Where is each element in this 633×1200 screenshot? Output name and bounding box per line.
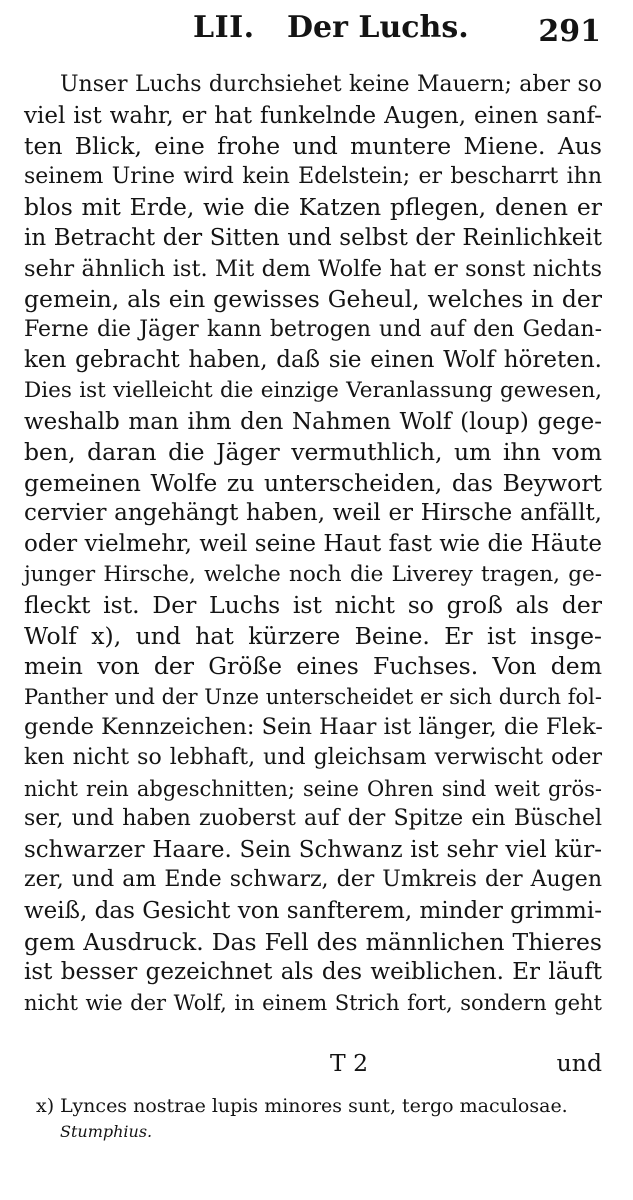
running-title: Der Luchs.: [287, 10, 469, 45]
text-line: ist besser gezeichnet als des weiblichen. Er läuft: [24, 959, 602, 986]
text-line: Unser Luchs durchsiehet keine Mauern; aber so: [60, 72, 602, 97]
text-line: gem Ausdruck. Das Fell des männlichen Thieres: [24, 927, 602, 956]
running-header: [0, 6, 633, 50]
text-line: gende Kennzeichen: Sein Haar ist länger, die Flek-: [24, 714, 603, 741]
text-line: Dies ist vielleicht die einzige Veranlassung gewesen,: [24, 377, 602, 403]
text-line: fleckt ist. Der Luchs ist nicht so groß als der: [24, 591, 602, 620]
text-line: zer, und am Ende schwarz, der Umkreis der Augen: [24, 867, 602, 893]
catchline: [24, 1049, 602, 1081]
footnote: [36, 1093, 608, 1145]
footnote-source: Stumphius.: [60, 1122, 153, 1141]
text-line: blos mit Erde, wie die Katzen pflegen, denen er: [24, 193, 602, 222]
text-line: cervier angehängt haben, weil er Hirsche anfällt,: [24, 500, 602, 527]
footnote-text: x) Lynces nostrae lupis minores sunt, tergo maculosae.: [36, 1095, 568, 1117]
text-line: nicht wie der Wolf, in einem Strich fort, sondern geht: [24, 990, 602, 1015]
text-line: ken nicht so lebhaft, und gleichsam verwischt oder: [24, 745, 602, 771]
text-line: viel ist wahr, er hat funkelnde Augen, einen sanf-: [24, 102, 602, 129]
text-line: junger Hirsche, welche noch die Liverey tragen, ge-: [24, 561, 602, 587]
text-line: seinem Urine wird kein Edelstein; er bescharrt ihn: [24, 163, 602, 189]
text-line: oder vielmehr, weil seine Haut fast wie die Häute: [24, 530, 602, 557]
body-text: [24, 70, 602, 1018]
text-line: ben, daran die Jäger vermuthlich, um ihn vom: [24, 438, 602, 467]
chapter-number: LII.: [193, 10, 255, 45]
text-line: gemein, als ein gewisses Geheul, welches in der: [24, 285, 602, 314]
text-line: schwarzer Haare. Sein Schwanz ist sehr viel kür-: [24, 836, 602, 863]
text-line: Wolf x), und hat kürzere Beine. Er ist insge-: [24, 621, 602, 650]
page-number: 291: [538, 14, 601, 49]
text-line: nicht rein abgeschnitten; seine Ohren sind weit grös-: [24, 776, 602, 801]
text-line: ken gebracht haben, daß sie einen Wolf höreten.: [24, 347, 602, 374]
text-line: in Betracht der Sitten und selbst der Reinlichkeit: [24, 224, 602, 251]
text-line: Ferne die Jäger kann betrogen und auf den Gedan-: [24, 316, 602, 342]
text-line: mein von der Größe eines Fuchses. Von dem: [24, 652, 602, 681]
text-line: Panther und der Unze unterscheidet er sich durch fol-: [24, 684, 602, 709]
text-line: sehr ähnlich ist. Mit dem Wolfe hat er sonst nichts: [24, 255, 602, 282]
text-line: ser, und haben zuoberst auf der Spitze ein Büschel: [24, 806, 602, 832]
text-line: gemeinen Wolfe zu unterscheiden, das Beywort: [24, 468, 602, 497]
signature-mark: T 2: [330, 1049, 369, 1077]
catchword: und: [556, 1049, 602, 1077]
text-line: weiß, das Gesicht von sanfterem, minder grimmi-: [24, 898, 602, 925]
text-line: ten Blick, eine frohe und muntere Miene. Aus: [24, 132, 602, 161]
text-line: weshalb man ihm den Nahmen Wolf (loup) gege-: [24, 408, 602, 435]
